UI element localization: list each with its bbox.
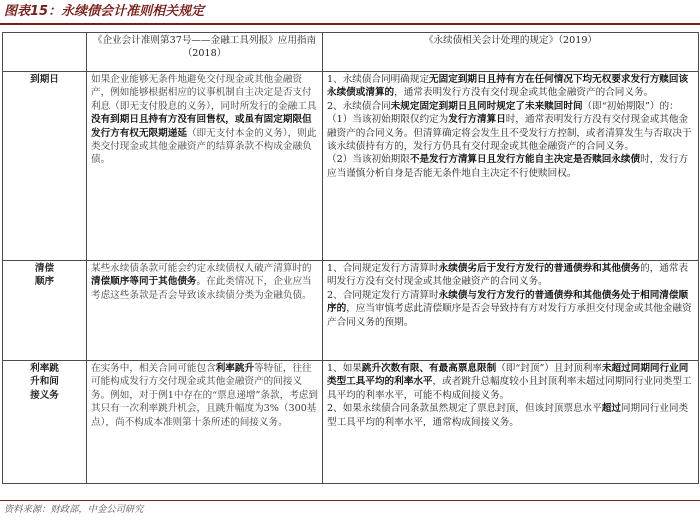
header-cas37-guide: 《企业会计准则第37号——金融工具列报》应用指南（2018） <box>87 33 323 72</box>
row-label-line: 清偿 <box>34 263 55 274</box>
emphasized-text: 无固定到期日且持有方在任何情况下均无权要求发行方赎回该永续债或清算的 <box>327 74 689 99</box>
cell-maturity-rules <box>323 72 699 261</box>
emphasized-text: 发行方清算日 <box>448 114 506 126</box>
text-run: 同期同行业同类型工具平均的利率水平 <box>327 376 692 401</box>
row-label-maturity: 到期日 <box>3 72 87 261</box>
cell-repayment-rules <box>323 261 699 361</box>
cell-step-up-guide <box>87 361 323 484</box>
header-empty-cell <box>3 33 87 72</box>
table-header-row <box>3 33 699 72</box>
row-label-line: 接义务 <box>30 389 59 401</box>
emphasized-text: 利率跳升 <box>215 363 255 374</box>
text-run: ，或者跳升总幅度较小且封顶利率未超过 <box>432 376 606 388</box>
text-run: 等特征，往往可能构成发行方交付现金或其他金融资产的间接义务。例如，对于例1中存在的“票息递增”条款，考虑到其只有一次利率跳升机会，且跳升幅度为3%（300基点），尚不构成本准则第十条所述的间接义务。 <box>91 363 318 428</box>
regulation-comparison-table <box>2 32 699 484</box>
text-run: 某些永续债条款可能会约定永续债权人破产清算时的 <box>91 263 312 274</box>
table-row <box>3 261 699 361</box>
emphasized-text: 跳升次数有限、有最高票息限制 <box>361 363 497 374</box>
row-label-repayment-order <box>3 261 87 361</box>
emphasized-text: 永续债劣后于发行方发行的普通债券和其他债务 <box>438 263 641 274</box>
emphasized-text: 未超过同期同行业同类型工具平均的利率水平 <box>327 363 689 388</box>
text-run: 1、合同规定发行方清算时 <box>327 263 439 274</box>
text-run: 的，通常表明发行方没有交付现金或其他金融资产的合同义务。 <box>327 263 689 288</box>
text-run: 1、如果 <box>327 363 362 374</box>
list-item <box>327 289 694 329</box>
paragraph <box>91 73 318 167</box>
cell-step-up-rules <box>323 361 699 484</box>
table-row <box>3 72 699 261</box>
text-run: （即“初始期限”）的： <box>582 100 679 112</box>
text-run: 在实务中，相关合同可能包含 <box>91 363 216 374</box>
text-run: （即无支付本金的义务），则此类交付现金或其他金融资产的结算条款不构成金融负债。 <box>91 127 317 166</box>
text-run: （即“封顶”）且封顶利率 <box>496 363 602 374</box>
text-run: ，可能不构成间接义务。 <box>403 389 510 401</box>
source-divider <box>0 500 700 501</box>
list-item <box>327 73 694 100</box>
row-label-rate-step-up <box>3 361 87 484</box>
header-perpetual-bond-rules: 《永续债相关会计处理的规定》（2019） <box>323 33 699 72</box>
paragraph <box>91 262 318 302</box>
cell-repayment-guide <box>87 261 323 361</box>
emphasized-text: 不是发行方清算日且发行方能自主决定是否赎回永续债 <box>409 154 641 166</box>
figure-title: 图表15：永续债会计准则相关规定 <box>4 4 205 19</box>
table-row <box>3 361 699 484</box>
text-run: 时，发行方应当谨慎分析自身是否能无条件地自主决定不行使赎回权。 <box>327 154 689 179</box>
emphasized-text: 超过 <box>601 403 621 415</box>
row-label-line: 升和间 <box>30 376 59 388</box>
text-run: ，通常表明发行方没有交付现金或其他金融资产的合同义务。 <box>394 87 654 99</box>
row-label-line: 利率跳 <box>30 363 59 374</box>
row-label-line: 顺序 <box>34 276 55 288</box>
text-run: 时，通常表明发行方没有交付现金或其他金融资产的合同义务。但清算确定将会发生且不受发行方控制，或者清算发生与否取决于该永续债持有方的，发行方仍具有交付现金或其他金融资产的合同义务。 <box>327 114 692 153</box>
text-run: 2、合同规定发行方清算时 <box>327 289 439 301</box>
list-item <box>327 153 694 180</box>
emphasized-text: 永续债与发行方发行的普通债券和其他债务处于相同清偿顺序的 <box>327 289 689 315</box>
emphasized-text: 未规定固定到期日且同时规定了未来赎回时间 <box>390 100 583 112</box>
list-item <box>327 402 694 429</box>
source-note: 资料来源：财政部，中金公司研究 <box>4 504 144 515</box>
text-run: （1）当该初始期限仅约定为 <box>327 114 449 126</box>
text-run: 2、如果永续债合同条款虽然规定了票息封顶，但该封顶票息水平 <box>327 403 602 415</box>
text-run: 1、永续债合同明确规定 <box>327 74 430 85</box>
text-run: 。在此类情况下，企业应当考虑这些条款是否会导致该永续债分类为金融负债。 <box>91 276 312 301</box>
cell-maturity-guide <box>87 72 323 261</box>
title-divider <box>0 23 700 25</box>
emphasized-text: 清偿顺序等同于其他债务 <box>91 276 197 288</box>
text-run: ，应当审慎考虑此清偿顺序是否会导致持有方对发行方承担交付现金或其他金融资产合同义务的预期。 <box>327 303 692 328</box>
list-item <box>327 362 694 402</box>
list-item <box>327 113 694 153</box>
list-item <box>327 262 694 289</box>
paragraph <box>91 362 318 429</box>
list-item <box>327 100 694 113</box>
emphasized-text: 没有到期日且持有方没有回售权，或虽有固定期限但发行方有权无限期递延 <box>91 114 312 139</box>
text-run: 2、永续债合同 <box>327 100 391 112</box>
text-run: （2）当该初始期限 <box>327 154 410 166</box>
text-run: 如果企业能够无条件地避免交付现金或其他金融资产，例如能够根据相应的议事机制自主决定是否支付利息（即无支付股息的义务），同时所发行的金融工具 <box>91 74 317 112</box>
text-run: 同期同行业同类型工具平均的利率水平，通常构成间接义务。 <box>327 403 689 428</box>
